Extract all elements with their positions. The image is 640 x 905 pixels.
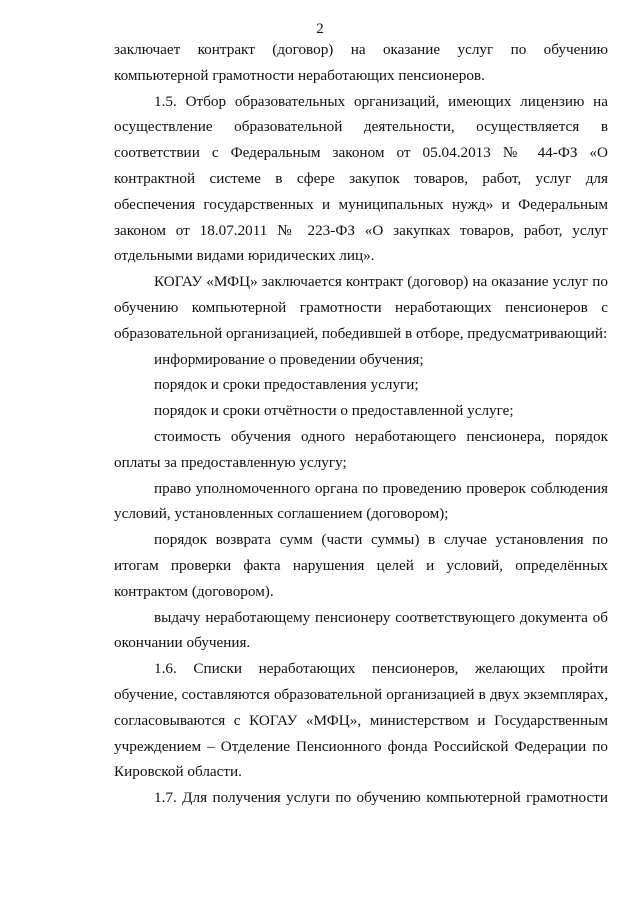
document-body [114,37,608,811]
list-item-certificate: выдачу неработающему пенсионеру соответствующего документа об окончании обучения. [114,608,608,652]
list-item-procedure-terms: порядок и сроки предоставления услуги; [154,376,419,394]
paragraph-mfc-contract: КОГАУ «МФЦ» заключается контракт (договор) на оказание услуг по обучению компьютерной грамотности неработающих пенсионеров с образовательной организацией, победившей в отборе, предусматривающий: [114,273,608,342]
list-item-reporting: порядок и сроки отчётности о предоставленной услуге; [154,402,514,420]
paragraph-contract-continuation: заключает контракт (договор) на оказание услуг по обучению компьютерной грамотности неработающих пенсионеров. [114,41,608,84]
list-item-informing: информирование о проведении обучения; [154,350,424,368]
paragraph-1-7: 1.7. Для получения услуги по обучению компьютерной грамотности [154,789,608,807]
list-item-refund: порядок возврата сумм (части суммы) в случае установления по итогам проверки факта нарушения целей и условий, определённых контрактом (договором). [114,531,608,600]
paragraph-1-5: 1.5. Отбор образовательных организаций, имеющих лицензию на осуществление образовательной деятельности, осуществляется в соответствии с Федеральным законом от 05.04.2013 № 44-ФЗ «О контрактной системе в сфере закупок товаров, работ, услуг для обеспечения государственных и муниципальных нужд» и Федеральным законом от 18.07.2011 № 223-ФЗ «О закупках товаров, работ, услуг отдельными видами юридических лиц». [114,92,608,265]
list-item-cost: стоимость обучения одного неработающего пенсионера, порядок оплаты за предоставленную услугу; [114,427,608,471]
page-number: 2 [316,21,324,37]
paragraph-1-6: 1.6. Списки неработающих пенсионеров, желающих пройти обучение, составляются образовательной организацией в двух экземплярах, согласовываются с КОГАУ «МФЦ», министерством и Государственным учреждением – Отделение Пенсионного фонда Российской Федерации по Кировской области. [114,660,608,781]
list-item-inspection-right: право уполномоченного органа по проведению проверок соблюдения условий, установленных соглашением (договором); [114,479,608,523]
